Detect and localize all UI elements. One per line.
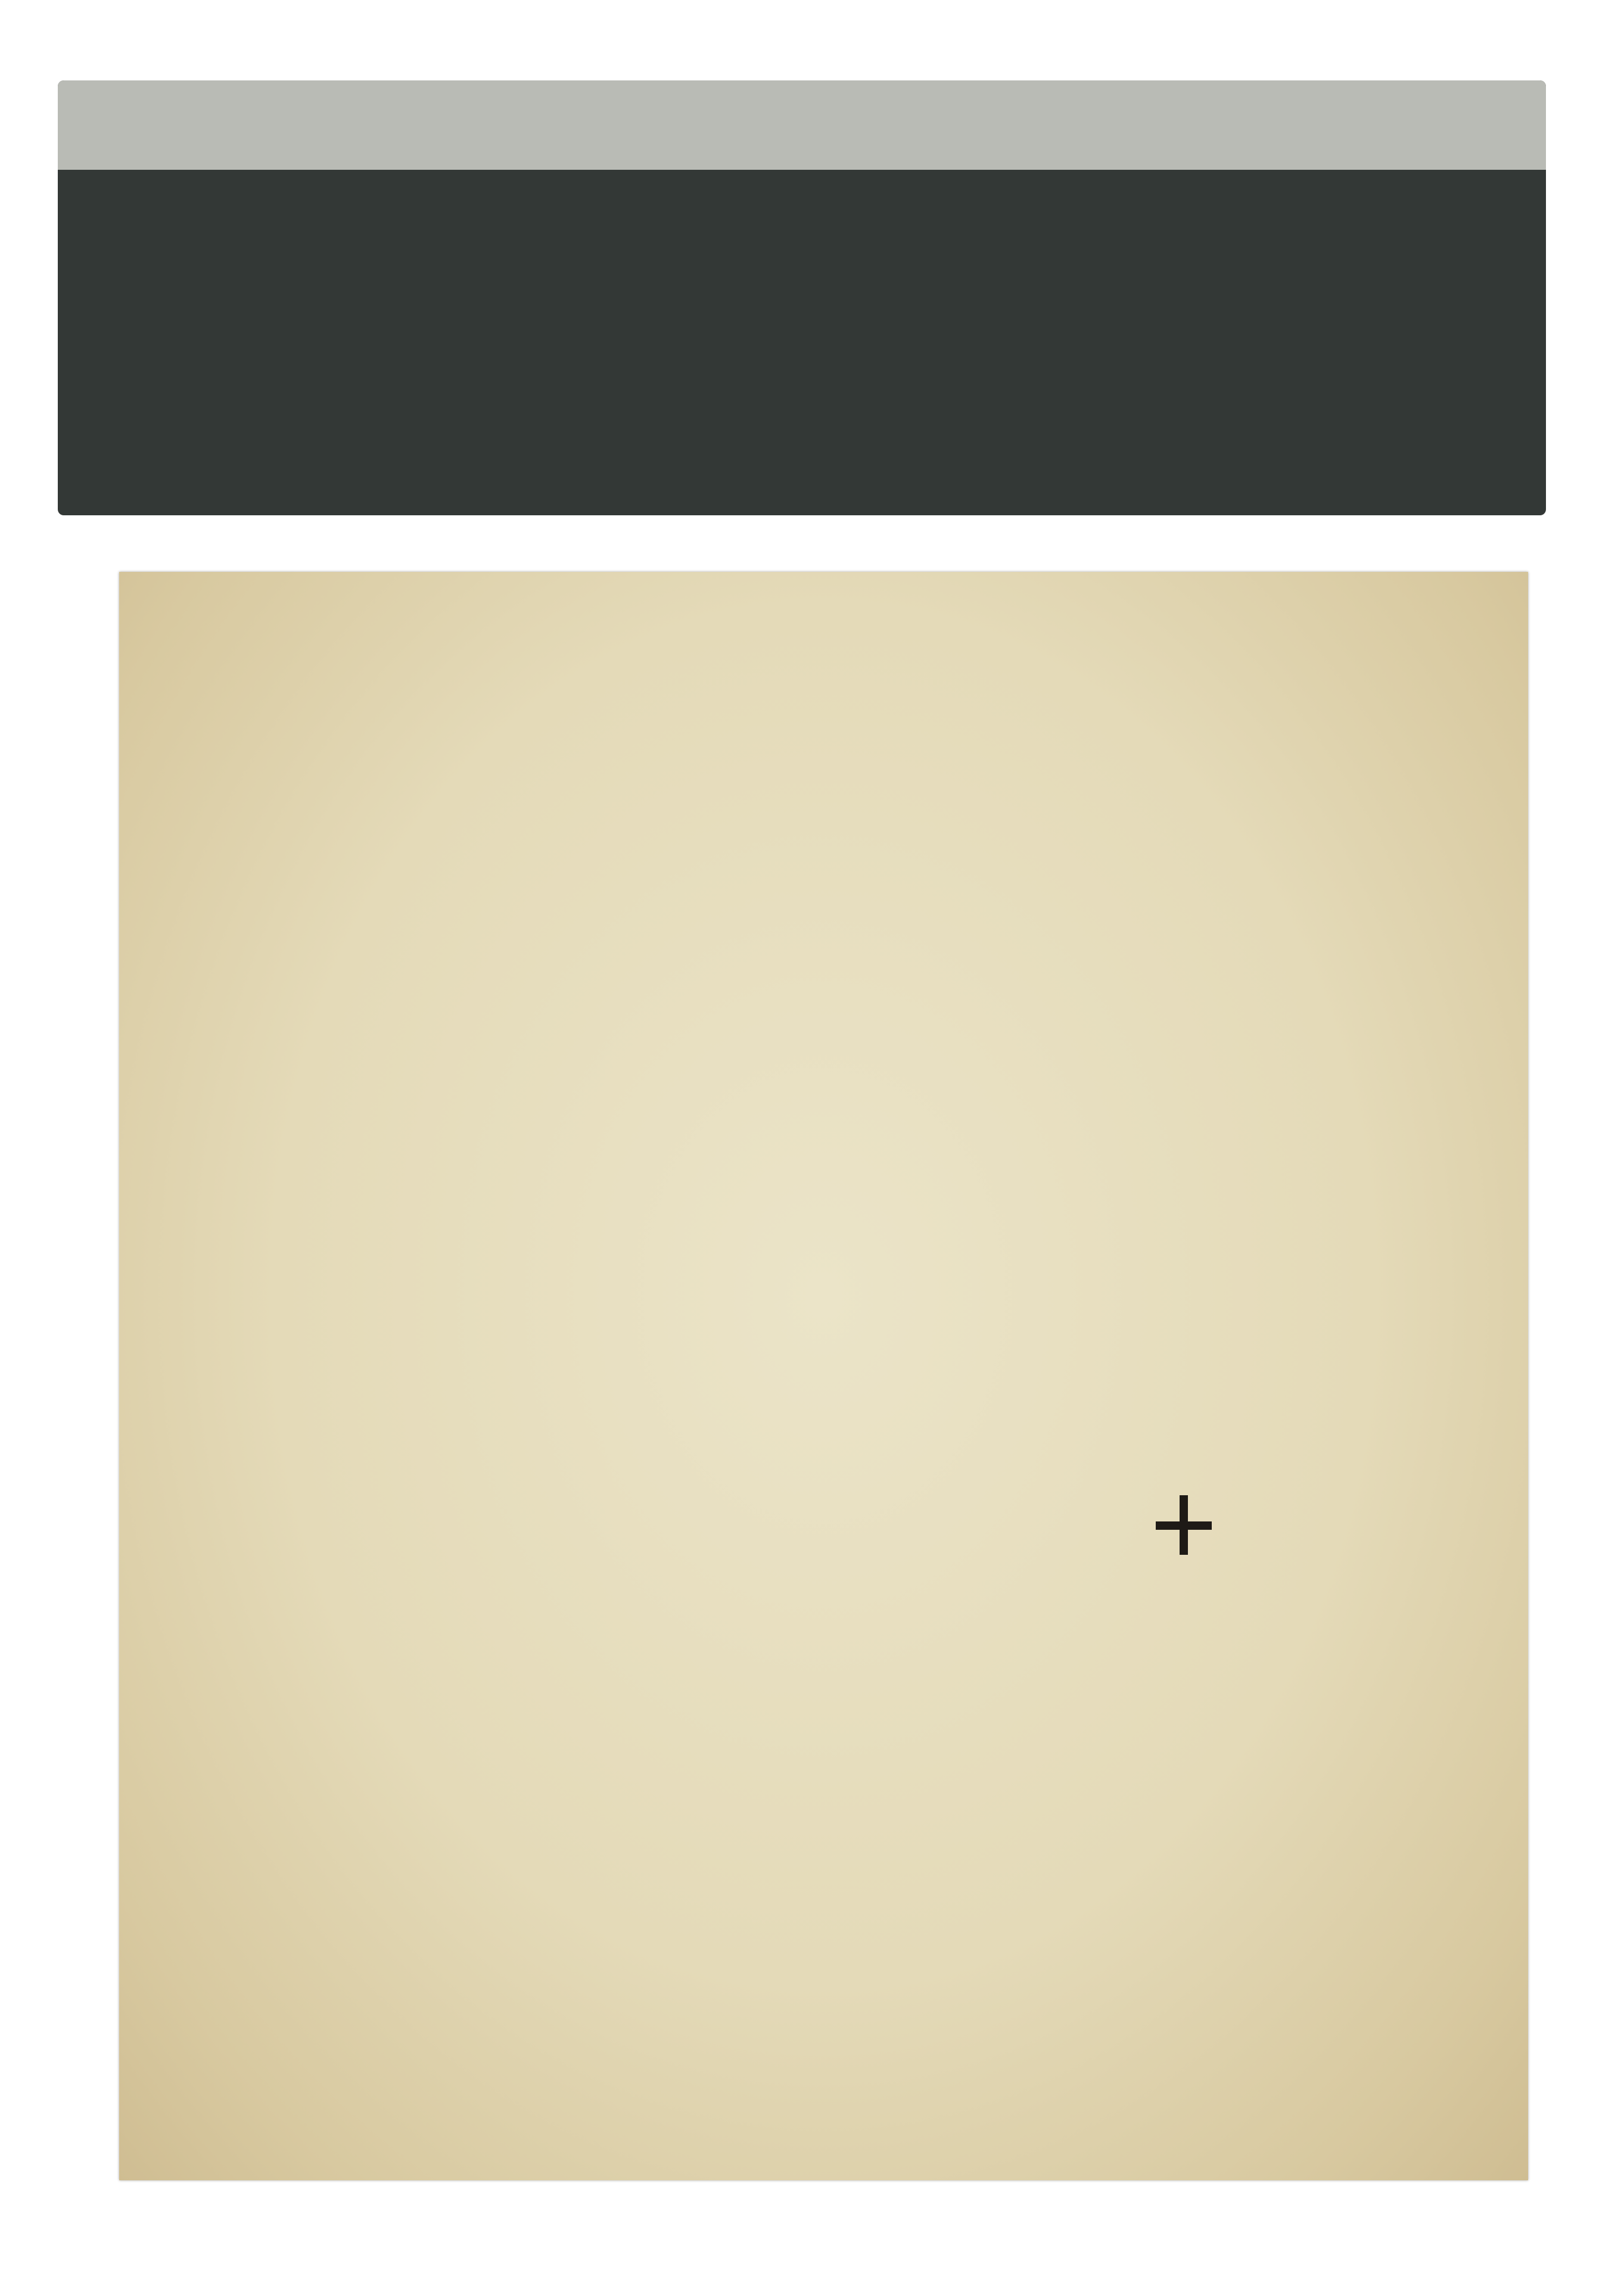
patch-labels [58, 228, 1546, 264]
patch-white-light [1052, 269, 1214, 365]
patch-yellow-light [555, 269, 717, 365]
color-chart [58, 80, 1546, 515]
patch-label-blue [58, 228, 223, 264]
patch-label-red [719, 228, 885, 264]
parchment-document [119, 572, 1528, 2180]
patch-black-light [1384, 269, 1546, 365]
patch-cyan-dark [223, 369, 385, 475]
patch-label-cyan [223, 228, 389, 264]
patch-green [389, 269, 551, 475]
ruler-scale [58, 80, 1546, 170]
patch-black [1384, 269, 1546, 475]
patch-blue-dark [58, 369, 220, 475]
patch-label-yellow [554, 228, 720, 264]
patch-yellow [555, 269, 717, 475]
patch-label-white [1050, 228, 1215, 264]
patch-green-light [389, 269, 551, 365]
patch-3color [1218, 269, 1380, 475]
cross-icon [1156, 1495, 1212, 1555]
patch-label-green [388, 228, 554, 264]
patch-label-magenta [885, 228, 1050, 264]
patch-label-3color [1215, 228, 1381, 264]
patch-red [721, 269, 883, 475]
color-patches [58, 269, 1546, 475]
patch-label-black [1381, 228, 1547, 264]
patch-yellow-dark [555, 369, 717, 475]
patch-magenta-light [886, 269, 1049, 365]
patch-3color-dark [1218, 369, 1380, 475]
patch-magenta-dark [886, 369, 1049, 475]
patch-cyan-light [223, 269, 385, 365]
patch-white-dark [1052, 369, 1214, 475]
patch-red-light [721, 269, 883, 365]
patch-red-dark [721, 369, 883, 475]
patch-blue [58, 269, 220, 475]
patch-magenta [886, 269, 1049, 475]
patch-black-dark [1384, 369, 1546, 475]
patch-3color-light [1218, 269, 1380, 365]
patch-white [1052, 269, 1214, 475]
patch-cyan [223, 269, 385, 475]
patch-blue-light [58, 269, 220, 365]
patch-green-dark [389, 369, 551, 475]
